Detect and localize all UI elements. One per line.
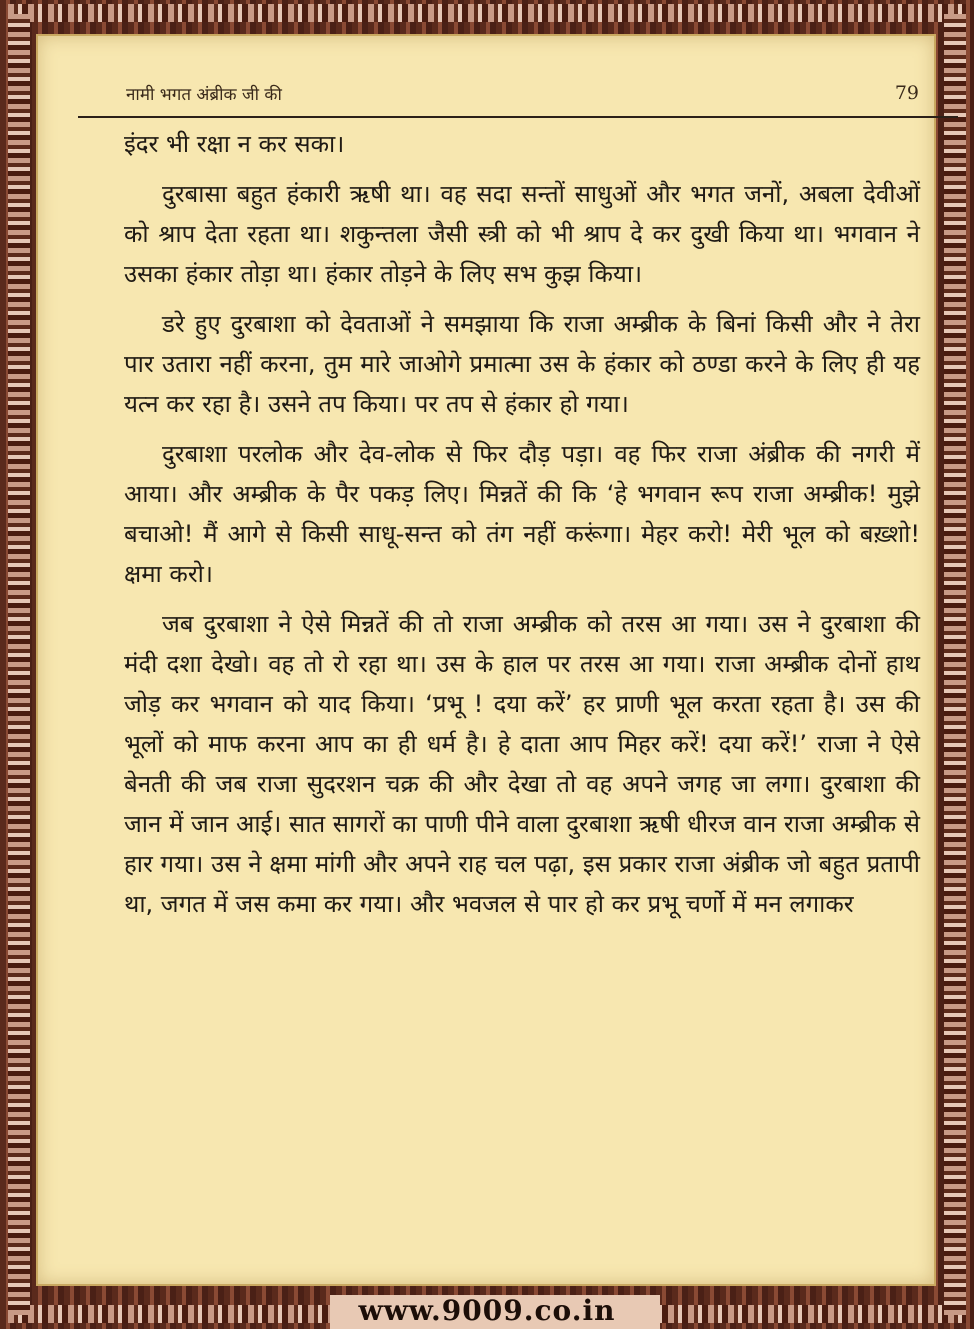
page-body	[124, 124, 920, 934]
site-url-watermark: www.9009.co.in	[358, 1294, 616, 1327]
frame-border-top	[8, 4, 966, 22]
paragraph: डरे हुए दुरबाशा को देवताओं ने समझाया कि राजा अम्ब्रीक के बिनां किसी और ने तेरा पार उतारा नहीं करना, तुम मारे जाओगे प्रमात्मा उस के हंकार को ठण्डा करने के लिए ही यह यत्न कर रहा है। उसने तप किया। पर तप से हंकार हो गया।	[124, 310, 920, 418]
frame-border-left	[8, 14, 30, 1315]
frame-border-right	[944, 14, 966, 1315]
running-title: नामी भगत अंब्रीक जी की	[126, 85, 282, 105]
paragraph: जब दुरबाशा ने ऐसे मिन्नतें की तो राजा अम्ब्रीक को तरस आ गया। उस ने दुरबाशा की मंदी दशा देखो। वह तो रो रहा था। उस के हाल पर तरस आ गया। राजा अम्ब्रीक दोनों हाथ जोड़ कर भगवान को याद किया। ‘प्रभू ! दया करें’ हर प्राणी भूल करता रहता है। उस की भूलों को माफ करना आप का ही धर्म है। हे दाता आप मिहर करें! दया करें!’ राजा ने ऐसे बेनती की जब राजा सुदरशन चक्र की और देखा तो वह अपने जगह जा लगा। दुरबाशा की जान में जान आई। सात सागरों का पाणी पीने वाला दुरबाशा ऋषी धीरज वान राजा अम्ब्रीक से हार गया। उस ने क्षमा मांगी और अपने राह चल पढ़ा, इस प्रकार राजा अंब्रीक जो बहुत प्रतापी था, जगत में जस कमा कर गया। और भवजल से पार हो कर प्रभू चर्णो में मन लगाकर	[124, 610, 920, 918]
paragraph: दुरबाशा परलोक और देव-लोक से फिर दौड़ पड़ा। वह फिर राजा अंब्रीक की नगरी में आया। और अम्ब्रीक के पैर पकड़ लिए। मिन्नतें की कि ‘हे भगवान रूप राजा अम्ब्रीक! मुझे बचाओ! मैं आगे से किसी साधू-सन्त को तंग नहीं करूंगा। मेहर करो! मेरी भूल को बख़्शो! क्षमा करो।	[124, 440, 920, 588]
running-header	[86, 78, 921, 106]
header-rule	[78, 116, 958, 118]
paragraph: दुरबासा बहुत हंकारी ऋषी था। वह सदा सन्तों साधुओं और भगत जनों, अबला देवीओं को श्राप देता रहता था। शकुन्तला जैसी स्त्री को भी श्राप दे कर दुखी किया था। भगवान ने उसका हंकार तोड़ा था। हंकार तोड़ने के लिए सभ कुझ किया।	[124, 180, 920, 288]
paragraph: इंदर भी रक्षा न कर सका।	[124, 130, 345, 158]
book-page	[36, 34, 936, 1286]
page-number: 79	[894, 82, 919, 104]
